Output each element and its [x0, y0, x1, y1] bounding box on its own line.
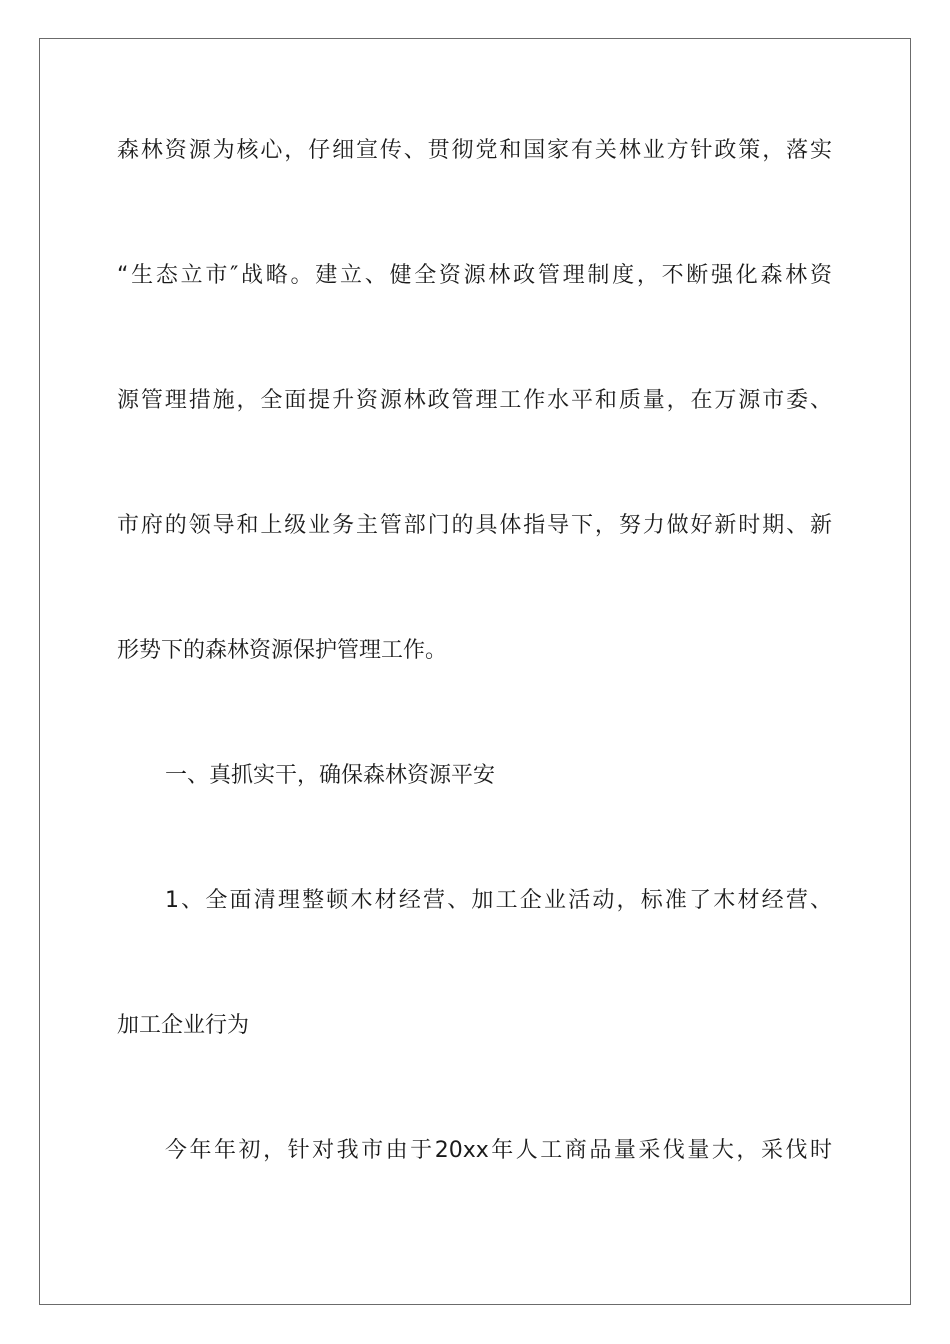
page-border	[39, 38, 911, 1305]
body-text-line: “生态立市″战略。建立、健全资源林政管理制度，不断强化森林资	[117, 263, 832, 288]
body-text-line: 市府的领导和上级业务主管部门的具体指导下，努力做好新时期、新	[117, 513, 832, 538]
body-text-line: 源管理措施，全面提升资源林政管理工作水平和质量，在万源市委、	[117, 388, 832, 413]
body-text-line: 形势下的森林资源保护管理工作。	[117, 638, 448, 663]
item-heading-continuation: 加工企业行为	[117, 1013, 250, 1038]
section-heading: 一、真抓实干，确保森林资源平安	[165, 763, 496, 788]
body-text-line: 森林资源为核心，仔细宣传、贯彻党和国家有关林业方针政策，落实	[117, 138, 832, 163]
item-heading: 1、全面清理整顿木材经营、加工企业活动，标准了木材经营、	[165, 888, 832, 913]
paragraph-text: 今年年初，针对我市由于20xx年人工商品量采伐量大，采伐时	[165, 1138, 832, 1163]
